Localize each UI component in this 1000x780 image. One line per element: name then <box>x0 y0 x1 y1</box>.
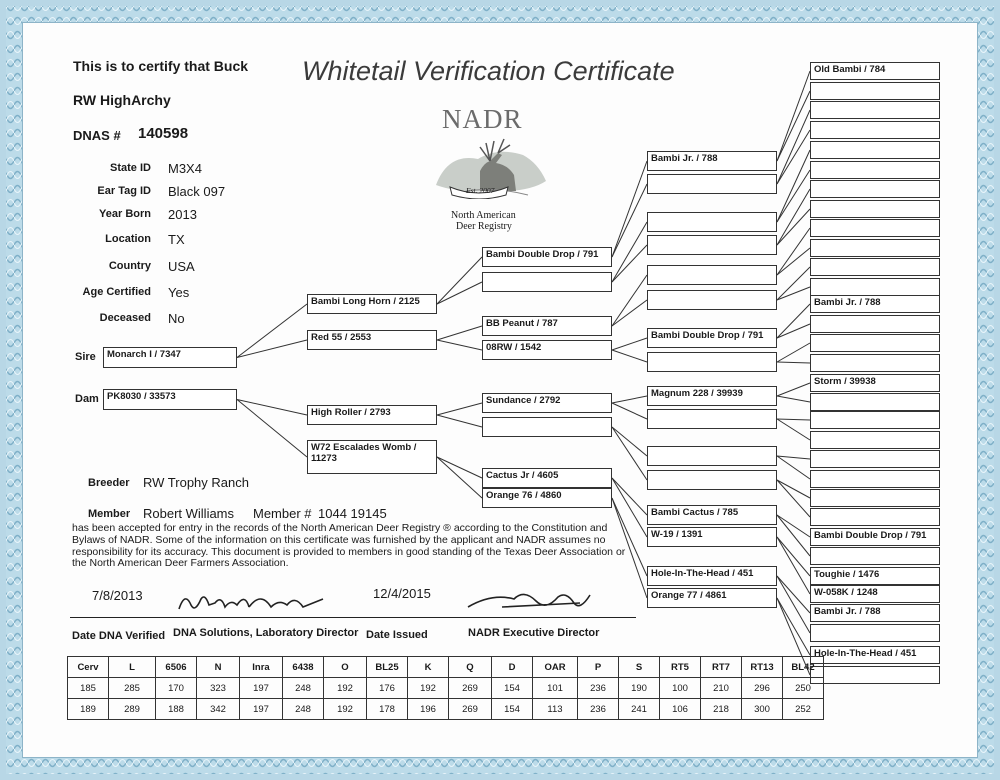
dna-header-cell: BL42 <box>783 657 824 678</box>
dna-cell: 236 <box>578 699 619 720</box>
pedigree-box <box>810 393 940 411</box>
dna-row <box>68 678 824 699</box>
dna-cell: 101 <box>533 678 578 699</box>
field-label: Location <box>105 233 151 245</box>
pedigree-box <box>647 352 777 372</box>
connector-line <box>237 400 307 416</box>
connector-line <box>612 222 647 282</box>
connector-line <box>437 326 482 340</box>
connector-line <box>777 304 810 338</box>
dnas-value: 140598 <box>138 125 189 142</box>
dna-cell: 342 <box>197 699 240 720</box>
pedigree-box <box>647 265 777 285</box>
label-date-issued: Date Issued <box>366 629 428 641</box>
connector-line <box>612 245 647 282</box>
connector-line <box>777 362 810 363</box>
connector-line <box>777 91 810 161</box>
dna-cell: 197 <box>240 699 283 720</box>
dna-cell: 196 <box>408 699 449 720</box>
pedigree-box: W-058K / 1248 <box>810 585 940 603</box>
certificate-title: Whitetail Verification Certificate <box>302 56 675 86</box>
dna-cell: 113 <box>533 699 578 720</box>
connector-line <box>612 350 647 362</box>
pedigree-box: Bambi Jr. / 788 <box>810 604 940 622</box>
dna-header-cell: BL25 <box>367 657 408 678</box>
pedigree-box <box>810 121 940 139</box>
dna-cell: 190 <box>619 678 660 699</box>
pedigree-box: Hole-In-The-Head / 451 <box>647 566 777 586</box>
pedigree-box: Orange 76 / 4860 <box>482 488 612 508</box>
dna-header-cell: RT5 <box>660 657 701 678</box>
connector-line <box>437 457 482 478</box>
dna-cell: 176 <box>367 678 408 699</box>
connector-line <box>777 343 810 362</box>
dna-header-cell: Inra <box>240 657 283 678</box>
connector-line <box>437 415 482 427</box>
pedigree-box: Sundance / 2792 <box>482 393 612 413</box>
dna-header-row <box>68 657 824 678</box>
dna-header-cell: RT13 <box>742 657 783 678</box>
pedigree-box: 08RW / 1542 <box>482 340 612 360</box>
field-value: Yes <box>168 285 190 300</box>
dna-header-cell: RT7 <box>701 657 742 678</box>
pedigree-box: Red 55 / 2553 <box>307 330 437 350</box>
connector-line <box>612 427 647 456</box>
pedigree-box: Cactus Jr / 4605 <box>482 468 612 488</box>
certify-lead: This is to certify that Buck <box>73 58 249 74</box>
dna-cell: 188 <box>156 699 197 720</box>
dna-cell: 269 <box>449 678 492 699</box>
field-value: M3X4 <box>168 161 202 176</box>
pedigree-box: Orange 77 / 4861 <box>647 588 777 608</box>
pedigree-box: Bambi Jr. / 788 <box>810 295 940 313</box>
date-verified-value: 7/8/2013 <box>92 588 143 603</box>
dna-cell: 241 <box>619 699 660 720</box>
pedigree-box: W72 Escalades Womb / 11273 <box>307 440 437 474</box>
connector-line <box>777 150 810 222</box>
dna-header-cell: 6438 <box>283 657 324 678</box>
pedigree-box <box>810 547 940 565</box>
connector-line <box>777 598 810 655</box>
pedigree-box: Bambi Double Drop / 791 <box>482 247 612 267</box>
member-label: Member <box>88 508 131 520</box>
connector-line <box>777 130 810 184</box>
dna-cell: 252 <box>783 699 824 720</box>
dna-header-cell: Cerv <box>68 657 109 678</box>
logo-line2: Deer Registry <box>456 221 512 232</box>
pedigree-box <box>810 624 940 642</box>
field-label: Age Certified <box>82 286 151 298</box>
dna-header-cell: 6506 <box>156 657 197 678</box>
connector-line <box>612 338 647 350</box>
pedigree-box: Bambi Double Drop / 791 <box>647 328 777 348</box>
pedigree-box <box>647 290 777 310</box>
dna-header-cell: L <box>109 657 156 678</box>
pedigree-box <box>647 235 777 255</box>
member-number: 1044 19145 <box>318 506 387 521</box>
date-issued-value: 12/4/2015 <box>373 586 431 601</box>
pedigree-box <box>810 450 940 468</box>
connector-line <box>777 383 810 396</box>
dna-cell: 189 <box>68 699 109 720</box>
dna-cell: 285 <box>109 678 156 699</box>
pedigree-box <box>810 219 940 237</box>
field-value: TX <box>168 232 185 247</box>
pedigree-box: Toughie / 1476 <box>810 567 940 585</box>
pedigree-box <box>810 470 940 488</box>
connector-line <box>237 400 307 458</box>
pedigree-box <box>810 489 940 507</box>
connector-line <box>777 324 810 338</box>
dna-cell: 218 <box>701 699 742 720</box>
dna-cell: 185 <box>68 678 109 699</box>
dna-header-cell: N <box>197 657 240 678</box>
dna-cell: 269 <box>449 699 492 720</box>
field-value: USA <box>168 259 195 274</box>
pedigree-box <box>647 212 777 232</box>
connector-line <box>777 189 810 245</box>
field-label: Deceased <box>99 312 151 324</box>
pedigree-box <box>647 470 777 490</box>
dna-header-cell: Q <box>449 657 492 678</box>
field-label: Ear Tag ID <box>97 185 151 197</box>
dam-box: PK8030 / 33573 <box>103 389 237 410</box>
pedigree-box: Bambi Jr. / 788 <box>647 151 777 171</box>
breeder-label: Breeder <box>88 477 130 489</box>
executive-director-signature <box>462 585 602 617</box>
connector-line <box>777 515 810 556</box>
connector-line <box>612 275 647 326</box>
connector-line <box>777 515 810 537</box>
connector-line <box>437 457 482 498</box>
connector-line <box>777 419 810 420</box>
member-number-label: Member # <box>253 506 312 521</box>
dna-cell: 289 <box>109 699 156 720</box>
dna-cell: 300 <box>742 699 783 720</box>
label-lab-director: DNA Solutions, Laboratory Director <box>173 627 359 639</box>
label-date-verified: Date DNA Verified <box>72 630 166 642</box>
breeder-value: RW Trophy Ranch <box>143 475 249 490</box>
dna-header-cell: D <box>492 657 533 678</box>
dna-cell: 250 <box>783 678 824 699</box>
connector-line <box>237 304 307 358</box>
connector-line <box>777 456 810 459</box>
connector-line <box>777 537 810 576</box>
pedigree-box: Bambi Double Drop / 791 <box>810 528 940 546</box>
dna-cell: 192 <box>324 678 367 699</box>
logo-est: Est. 2007 <box>466 186 495 195</box>
field-value: Black 097 <box>168 184 226 199</box>
pedigree-box <box>810 315 940 333</box>
pedigree-box <box>810 666 940 684</box>
pedigree-box <box>810 411 940 429</box>
connector-line <box>612 300 647 326</box>
connector-line <box>777 287 810 300</box>
connector-line <box>612 184 647 257</box>
connector-line <box>437 257 482 304</box>
pedigree-box: Bambi Long Horn / 2125 <box>307 294 437 314</box>
dna-cell: 248 <box>283 699 324 720</box>
pedigree-box: Old Bambi / 784 <box>810 62 940 80</box>
pedigree-box <box>810 354 940 372</box>
dna-cell: 236 <box>578 678 619 699</box>
pedigree-box <box>810 101 940 119</box>
dna-cell: 192 <box>324 699 367 720</box>
connector-line <box>777 396 810 402</box>
connector-line <box>437 403 482 415</box>
dna-marker-table <box>67 656 824 720</box>
connector-line <box>777 267 810 300</box>
field-label: State ID <box>110 162 151 174</box>
dna-cell: 323 <box>197 678 240 699</box>
pedigree-box <box>810 278 940 296</box>
pedigree-box <box>810 161 940 179</box>
dna-header-cell: OAR <box>533 657 578 678</box>
pedigree-box: BB Peanut / 787 <box>482 316 612 336</box>
dna-cell: 210 <box>701 678 742 699</box>
pedigree-box <box>647 446 777 466</box>
connector-line <box>612 427 647 480</box>
pedigree-box: Hole-In-The-Head / 451 <box>810 646 940 664</box>
pedigree-box <box>810 82 940 100</box>
connector-line <box>777 419 810 440</box>
dna-cell: 296 <box>742 678 783 699</box>
dna-header-cell: O <box>324 657 367 678</box>
pedigree-box: Storm / 39938 <box>810 374 940 392</box>
pedigree-box <box>647 174 777 194</box>
dna-row <box>68 699 824 720</box>
dna-cell: 197 <box>240 678 283 699</box>
pedigree-box <box>647 409 777 429</box>
field-label: Year Born <box>99 208 151 220</box>
dna-cell: 154 <box>492 678 533 699</box>
pedigree-box <box>810 431 940 449</box>
dna-cell: 192 <box>408 678 449 699</box>
buck-name: RW HighArchy <box>73 92 171 108</box>
pedigree-box <box>482 272 612 292</box>
lab-director-signature <box>175 585 335 617</box>
pedigree-box: Bambi Cactus / 785 <box>647 505 777 525</box>
pedigree-box <box>810 141 940 159</box>
signature-divider <box>70 617 636 618</box>
pedigree-box <box>810 508 940 526</box>
dna-cell: 248 <box>283 678 324 699</box>
connector-line <box>612 396 647 403</box>
dna-cell: 178 <box>367 699 408 720</box>
pedigree-box <box>810 180 940 198</box>
dna-header-cell: S <box>619 657 660 678</box>
logo-word: NADR <box>442 104 523 134</box>
dna-cell: 100 <box>660 678 701 699</box>
connector-line <box>777 480 810 517</box>
dna-header-cell: P <box>578 657 619 678</box>
sire-label: Sire <box>75 351 96 363</box>
dam-label: Dam <box>75 393 99 405</box>
label-executive-director: NADR Executive Director <box>468 627 600 639</box>
field-label: Country <box>108 260 151 272</box>
member-name: Robert Williams <box>143 506 235 521</box>
pedigree-box <box>810 334 940 352</box>
field-value: No <box>168 311 185 326</box>
field-value: 2013 <box>168 207 197 222</box>
connector-line <box>777 480 810 498</box>
connector-line <box>777 456 810 479</box>
sire-box: Monarch I / 7347 <box>103 347 237 368</box>
dna-cell: 170 <box>156 678 197 699</box>
pedigree-box <box>810 258 940 276</box>
logo-line1: North American <box>451 210 516 221</box>
dna-header-cell: K <box>408 657 449 678</box>
pedigree-box <box>810 239 940 257</box>
connector-line <box>437 282 482 304</box>
connector-line <box>612 403 647 419</box>
connector-line <box>437 340 482 350</box>
pedigree-box: W-19 / 1391 <box>647 527 777 547</box>
pedigree-box: High Roller / 2793 <box>307 405 437 425</box>
connector-line <box>612 161 647 257</box>
dna-cell: 106 <box>660 699 701 720</box>
pedigree-box <box>810 200 940 218</box>
pedigree-box: Magnum 228 / 39939 <box>647 386 777 406</box>
dna-cell: 154 <box>492 699 533 720</box>
registry-statement: has been accepted for entry in the records of the North American Deer Registry ® according to the Constitution and Bylaws of NADR. Some of the information on this certificate was furnished by the applicant and NADR assumes no responsibility for its accuracy. This document is provided to members in good standing of the Texas Deer Association or the North American Deer Farmers Association. <box>72 522 626 570</box>
connector-line <box>237 340 307 358</box>
dnas-label: DNAS # <box>73 128 121 143</box>
pedigree-box <box>482 417 612 437</box>
